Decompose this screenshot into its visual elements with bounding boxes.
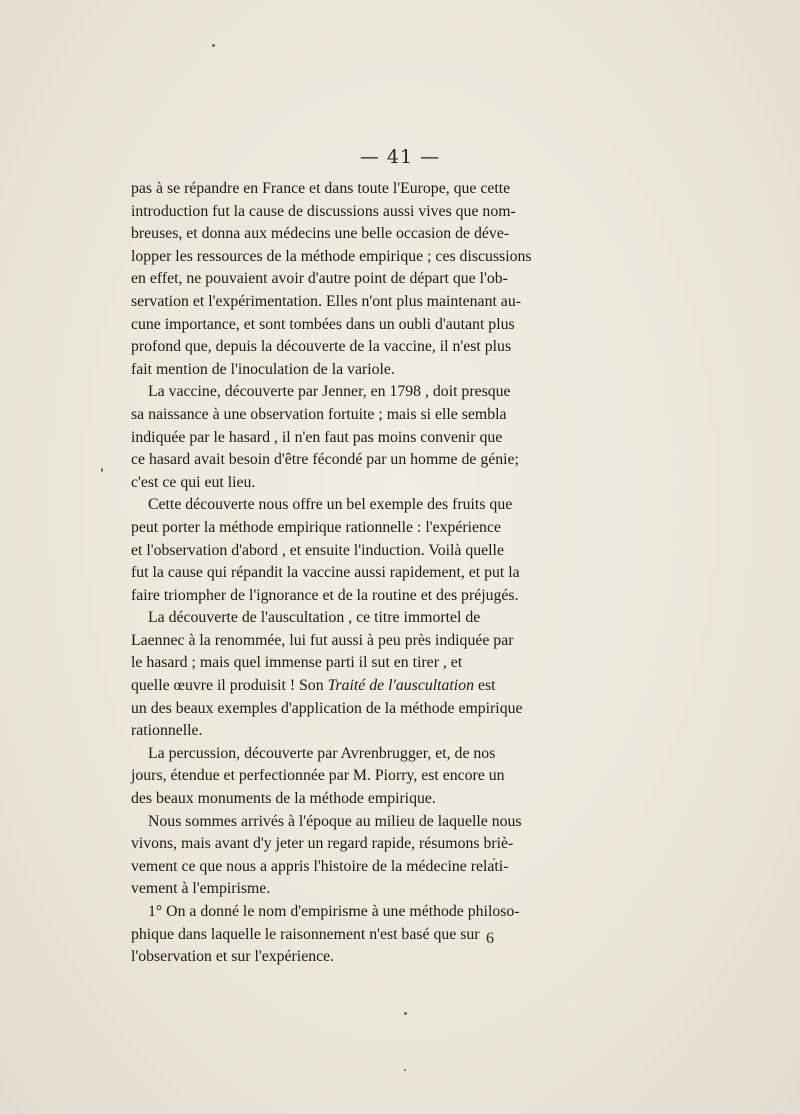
text-line: breuses, et donna aux médecins une belle occasion de déve-	[131, 225, 510, 243]
paragraph-1	[131, 178, 546, 381]
text-line: rationnelle.	[131, 722, 203, 740]
text-line: La vaccine, découverte par Jenner, en 1798 , doit presque	[148, 383, 511, 401]
text-line: c'est ce qui eut lieu.	[131, 473, 256, 491]
text-line: en effet, ne pouvaient avoir d'autre point de départ que l'ob-	[131, 270, 508, 288]
body-text	[131, 178, 546, 969]
text-line: indiquée par le hasard , il n'en faut pas moins convenir que	[131, 428, 503, 446]
text-line: ce hasard avait besoin d'être fécondé par un homme de génie;	[131, 451, 519, 469]
paper-speck	[212, 44, 215, 47]
text-line: cune importance, et sont tombées dans un oubli d'autant plus	[131, 315, 515, 333]
page-number-header: — 41 —	[359, 146, 441, 168]
paragraph-5	[131, 743, 546, 811]
text-line: fait mention de l'inoculation de la variole.	[131, 360, 395, 378]
text-line: faire triompher de l'ignorance et de la routine et des préjugés.	[131, 586, 519, 604]
text-line: 1° On a donné le nom d'empirisme à une méthode philoso-	[148, 903, 520, 920]
text-line: La percussion, découverte par Avrenbrugger, et, de nos	[148, 744, 496, 762]
paragraph-3	[131, 494, 546, 607]
text-line: sa naissance à une observation fortuite ; mais si elle sembla	[131, 405, 507, 423]
text-line: introduction fut la cause de discussions aussi vives que nom-	[131, 202, 516, 220]
text-line: peut porter la méthode empirique rationnelle : l'expérience	[131, 518, 501, 536]
text-line: profond que, depuis la découverte de la vaccine, il n'est plus	[131, 338, 512, 356]
text-line: Nous sommes arrivés à l'époque au milieu de laquelle nous	[148, 812, 522, 830]
text-line: Cette découverte nous offre un bel exemple des fruits que	[148, 496, 513, 514]
paragraph-6	[131, 811, 546, 901]
paper-speck	[404, 1012, 407, 1015]
text-line: vement ce que nous a appris l'histoire de la médecine relati-	[131, 857, 509, 875]
text-line: des beaux monuments de la méthode empirique.	[131, 790, 436, 808]
paragraph-4	[131, 607, 546, 743]
text-line: phique dans laquelle le raisonnement n'est basé que sur	[131, 925, 480, 943]
text-line: et l'observation d'abord , et ensuite l'induction. Voilà quelle	[131, 541, 504, 559]
text-line: vement à l'empirisme.	[131, 880, 271, 898]
paragraph-2	[131, 381, 546, 494]
signature-mark: 6	[486, 930, 494, 947]
text-line: Laennec à la renommée, lui fut aussi à peu près indiquée par	[131, 631, 514, 649]
paper-speck	[101, 468, 103, 472]
paper-speck	[404, 1069, 406, 1071]
text-line: fut la cause qui répandit la vaccine aussi rapidement, et put la	[131, 564, 520, 582]
book-title: Traité de l'auscultation	[327, 677, 474, 695]
text-line: La découverte de l'auscultation , ce titre immortel de	[148, 609, 481, 627]
text-line: jours, étendue et perfectionnée par M. Piorry, est encore un	[131, 767, 505, 785]
text-line: pas à se répandre en France et dans toute l'Europe, que cette	[131, 180, 511, 197]
paragraph-7	[131, 901, 546, 969]
text-line: servation et l'expérimentation. Elles n'ont plus maintenant au-	[131, 292, 521, 310]
text-line: lopper les ressources de la méthode empirique ; ces discussions	[131, 247, 532, 265]
text-line: quelle œuvre il produisit ! Son Traité de l'auscultation est	[131, 677, 496, 695]
text-line: l'observation et sur l'expérience.	[131, 948, 335, 966]
text-line: vivons, mais avant d'y jeter un regard rapide, résumons briè-	[131, 835, 514, 853]
text-line: un des beaux exemples d'application de la méthode empirique	[131, 699, 523, 717]
text-line: le hasard ; mais quel immense parti il sut en tirer , et	[131, 654, 463, 672]
